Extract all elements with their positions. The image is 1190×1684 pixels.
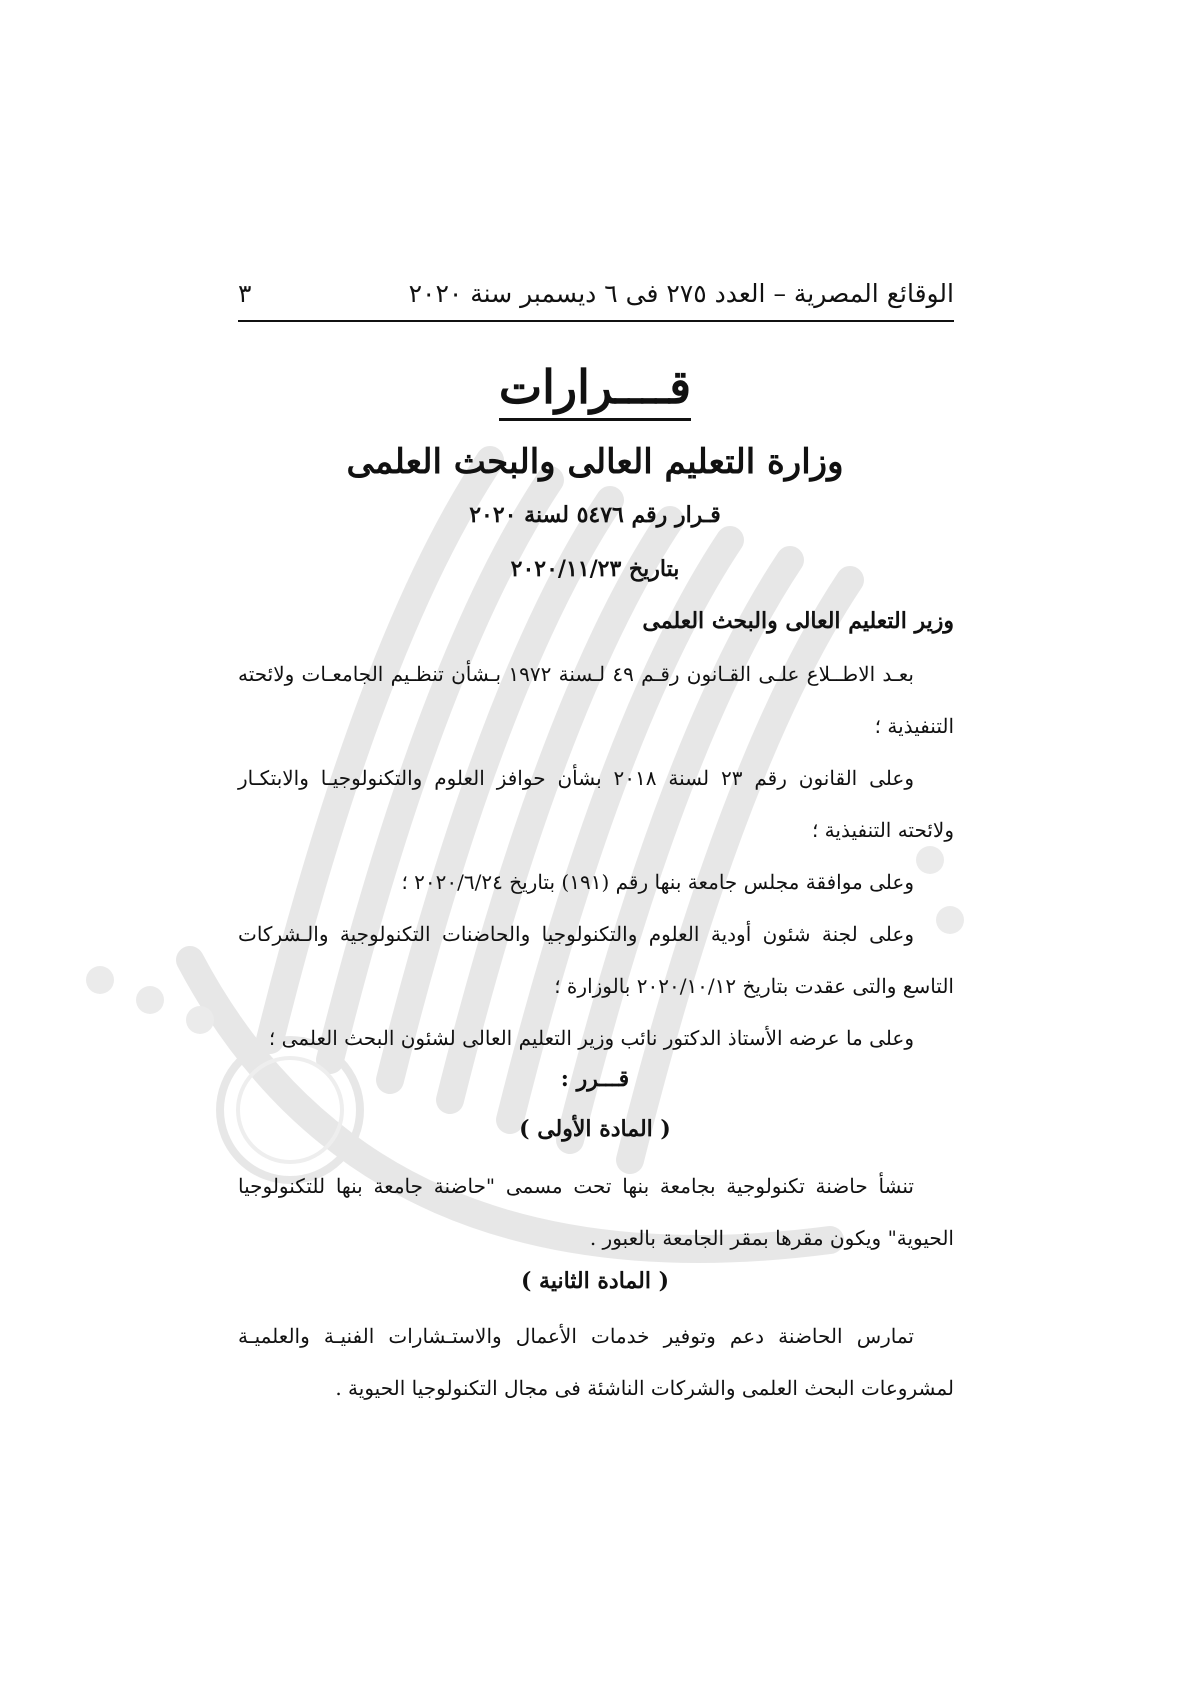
article-1-heading: ( المادة الأولى )	[519, 1116, 671, 1142]
minister-title: وزير التعليم العالى والبحث العلمى	[642, 608, 954, 634]
preamble-paragraph-3: وعلى موافقة مجلس جامعة بنها رقم (١٩١) بتاريخ ٢٠٢٠/٦/٢٤ ؛	[401, 870, 914, 894]
article-1-text: تنشأ حاضنة تكنولوجية بجامعة بنها تحت مسمى "حاضنة جامعة بنها للتكنولوجيا الحيوية" ويكون مقرها بمقر الجامعة بالعبور .	[238, 1174, 954, 1250]
page-header	[238, 268, 954, 318]
decides-heading: قـــرر :	[560, 1066, 630, 1092]
preamble-paragraph-4: وعلى لجنة شئون أودية العلوم والتكنولوجيا والحاضنات التكنولوجية والـشركات التاسع والتى عقدت بتاريخ ٢٠٢٠/١٠/١٢ بالوزارة ؛	[238, 922, 954, 998]
header-divider	[238, 320, 954, 322]
decree-date: بتاريخ ٢٠٢٠/١١/٢٣	[510, 556, 680, 582]
preamble-paragraph-1: بعـد الاطــلاع علـى القـانون رقـم ٤٩ لـسنة ١٩٧٢ بـشأن تنظـيم الجامعـات ولائحته التنفيذية ؛	[238, 662, 954, 738]
preamble-paragraph-2: وعلى القانون رقم ٢٣ لسنة ٢٠١٨ بشأن حوافز العلوم والتكنولوجيـا والابتكـار ولائحته التنفيذية ؛	[238, 766, 954, 842]
article-2-heading: ( المادة الثانية )	[520, 1268, 670, 1294]
section-title-text: قــــرارات	[499, 360, 691, 421]
header-title: الوقائع المصرية – العدد ٢٧٥ فى ٦ ديسمبر سنة ٢٠٢٠	[408, 278, 954, 308]
section-title	[0, 360, 1190, 414]
decree-number: قـرار رقم ٥٤٧٦ لسنة ٢٠٢٠	[469, 502, 721, 528]
article-2-text: تمارس الحاضنة دعم وتوفير خدمات الأعمال والاستـشارات الفنيـة والعلميـة لمشروعات البحث العلمى والشركات الناشئة فى مجال التكنولوجيا الحيوية .	[238, 1324, 954, 1400]
ministry-name: وزارة التعليم العالى والبحث العلمى	[346, 442, 844, 482]
preamble-paragraph-5: وعلى ما عرضه الأستاذ الدكتور نائب وزير التعليم العالى لشئون البحث العلمى ؛	[268, 1026, 914, 1050]
page-number: ٣	[238, 278, 252, 308]
